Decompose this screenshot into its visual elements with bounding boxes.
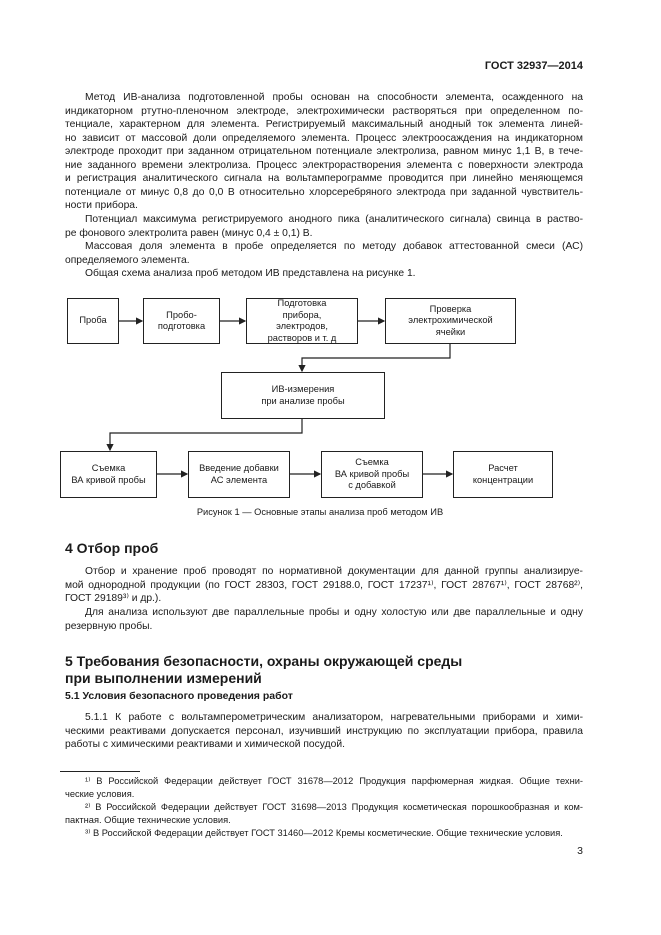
box-iv-measure: ИВ-измерения при анализе пробы [221, 372, 385, 419]
text-line: Для анализа используют две параллельные пробы и одну холостую или две параллельные и одну [85, 607, 583, 618]
section-5-heading-line-1: 5 Требования безопасности, охраны окружающей среды [65, 653, 463, 669]
text-line: мой однородной продукции (по ГОСТ 28303, ГОСТ 29188.0, ГОСТ 17237¹⁾, ГОСТ 28767¹⁾, ГОСТ 28768²⁾, [65, 579, 583, 591]
text-line: ³⁾ В Российской Федерации действует ГОСТ 31460—2012 Кремы косметические. Общие технические условия. [85, 828, 563, 838]
figure-caption: Рисунок 1 — Основные этапы анализа проб методом ИВ [196, 507, 444, 517]
text-line: и регистрация аналитического сигнала на вольтамперограмме проводится при линейно меняющемся [65, 173, 583, 184]
text-line: работы с химическими реактивами и химической посудой. [65, 739, 345, 750]
text-line: Массовая доля элемента в пробе определяется по методу добавок аттестованной смеси (АС) [85, 241, 583, 252]
text-line: Метод ИВ-анализа подготовленной пробы основан на способности элемента, осажденного на [85, 92, 583, 103]
text-line: индикаторном ртутно-пленочном электроде, электрохимически растворяться при определенном по- [65, 105, 583, 117]
box-calculation: Расчет концентрации [453, 451, 553, 498]
text-line: Общая схема анализа проб методом ИВ представлена на рисунке 1. [85, 268, 416, 279]
text-line: пактная. Общие технические условия. [65, 814, 231, 825]
text-line: Отбор и хранение проб проводят по нормативной документации для данной группы анализируе- [85, 566, 583, 577]
text-line: электроде проходит при заданном отрицательном потенциале электролиза, равном минус 1,1 В, в тече- [65, 146, 583, 157]
section-4-heading: 4 Отбор проб [65, 540, 159, 556]
box-device-prep: Подготовка прибора, электродов, растворов и т. д [246, 298, 358, 344]
footnote-divider [60, 771, 140, 772]
box-va-curve-additive: Съемка ВА кривой пробы с добавкой [321, 451, 423, 498]
box-va-curve: Съемка ВА кривой пробы [60, 451, 157, 498]
text-line: ние заданного времени электролиза. Процесс электрорастворения элемента с поверхности электрода [65, 159, 583, 171]
section-5-heading-line-2: при выполнении измерений [65, 670, 262, 686]
text-line: ²⁾ В Российской Федерации действует ГОСТ 31698—2013 Продукция косметическая порошкообразная и ком- [85, 802, 583, 812]
text-line: ¹⁾ В Российской Федерации действует ГОСТ 31678—2012 Продукция парфюмерная жидкая. Общие техни- [85, 776, 583, 786]
box-cell-check: Проверка электрохимической ячейки [385, 298, 516, 344]
text-line: 5.1.1 К работе с вольтамперометрическим анализатором, нагревательными приборами и хими- [85, 712, 583, 723]
text-line: потенциале от минус 0,8 до 0,0 В относительно хлорсеребряного электрода при заданной чувствитель- [65, 186, 583, 198]
text-line: тенциале, характерном для элемента. Регистрируемый максимальный анодный ток элемента линей- [65, 119, 583, 130]
document-id: ГОСТ 32937—2014 [484, 60, 583, 72]
arrow [302, 344, 450, 371]
subsection-5-1-heading: 5.1 Условия безопасного проведения работ [65, 690, 293, 702]
text-line: ческие условия. [65, 788, 135, 799]
text-line: ГОСТ 29189³⁾ и др.). [65, 593, 162, 604]
page-number: 3 [577, 845, 583, 857]
text-line: определяемого элемента. [65, 254, 190, 266]
box-sample-prep: Пробо- подготовка [143, 298, 220, 344]
text-line: ческими реактивами допускается персонал, изучивший инструкцию по эксплуатации прибора, правила [65, 725, 583, 737]
arrow [110, 419, 302, 450]
text-line: Потенциал максимума регистрируемого анодного пика (аналитического сигнала) свинца в раство- [85, 214, 583, 225]
text-line: ности прибора. [65, 200, 138, 211]
box-sample: Проба [67, 298, 119, 344]
text-line: ре фонового электролита равен (минус 0,4 ± 0,1) В. [65, 227, 313, 239]
text-line: но зависит от массовой доли определяемого элемента. Процесс электроосаждения на индикаторном [65, 132, 583, 144]
text-line: резервную пробы. [65, 620, 153, 632]
box-additive: Введение добавки АС элемента [188, 451, 290, 498]
